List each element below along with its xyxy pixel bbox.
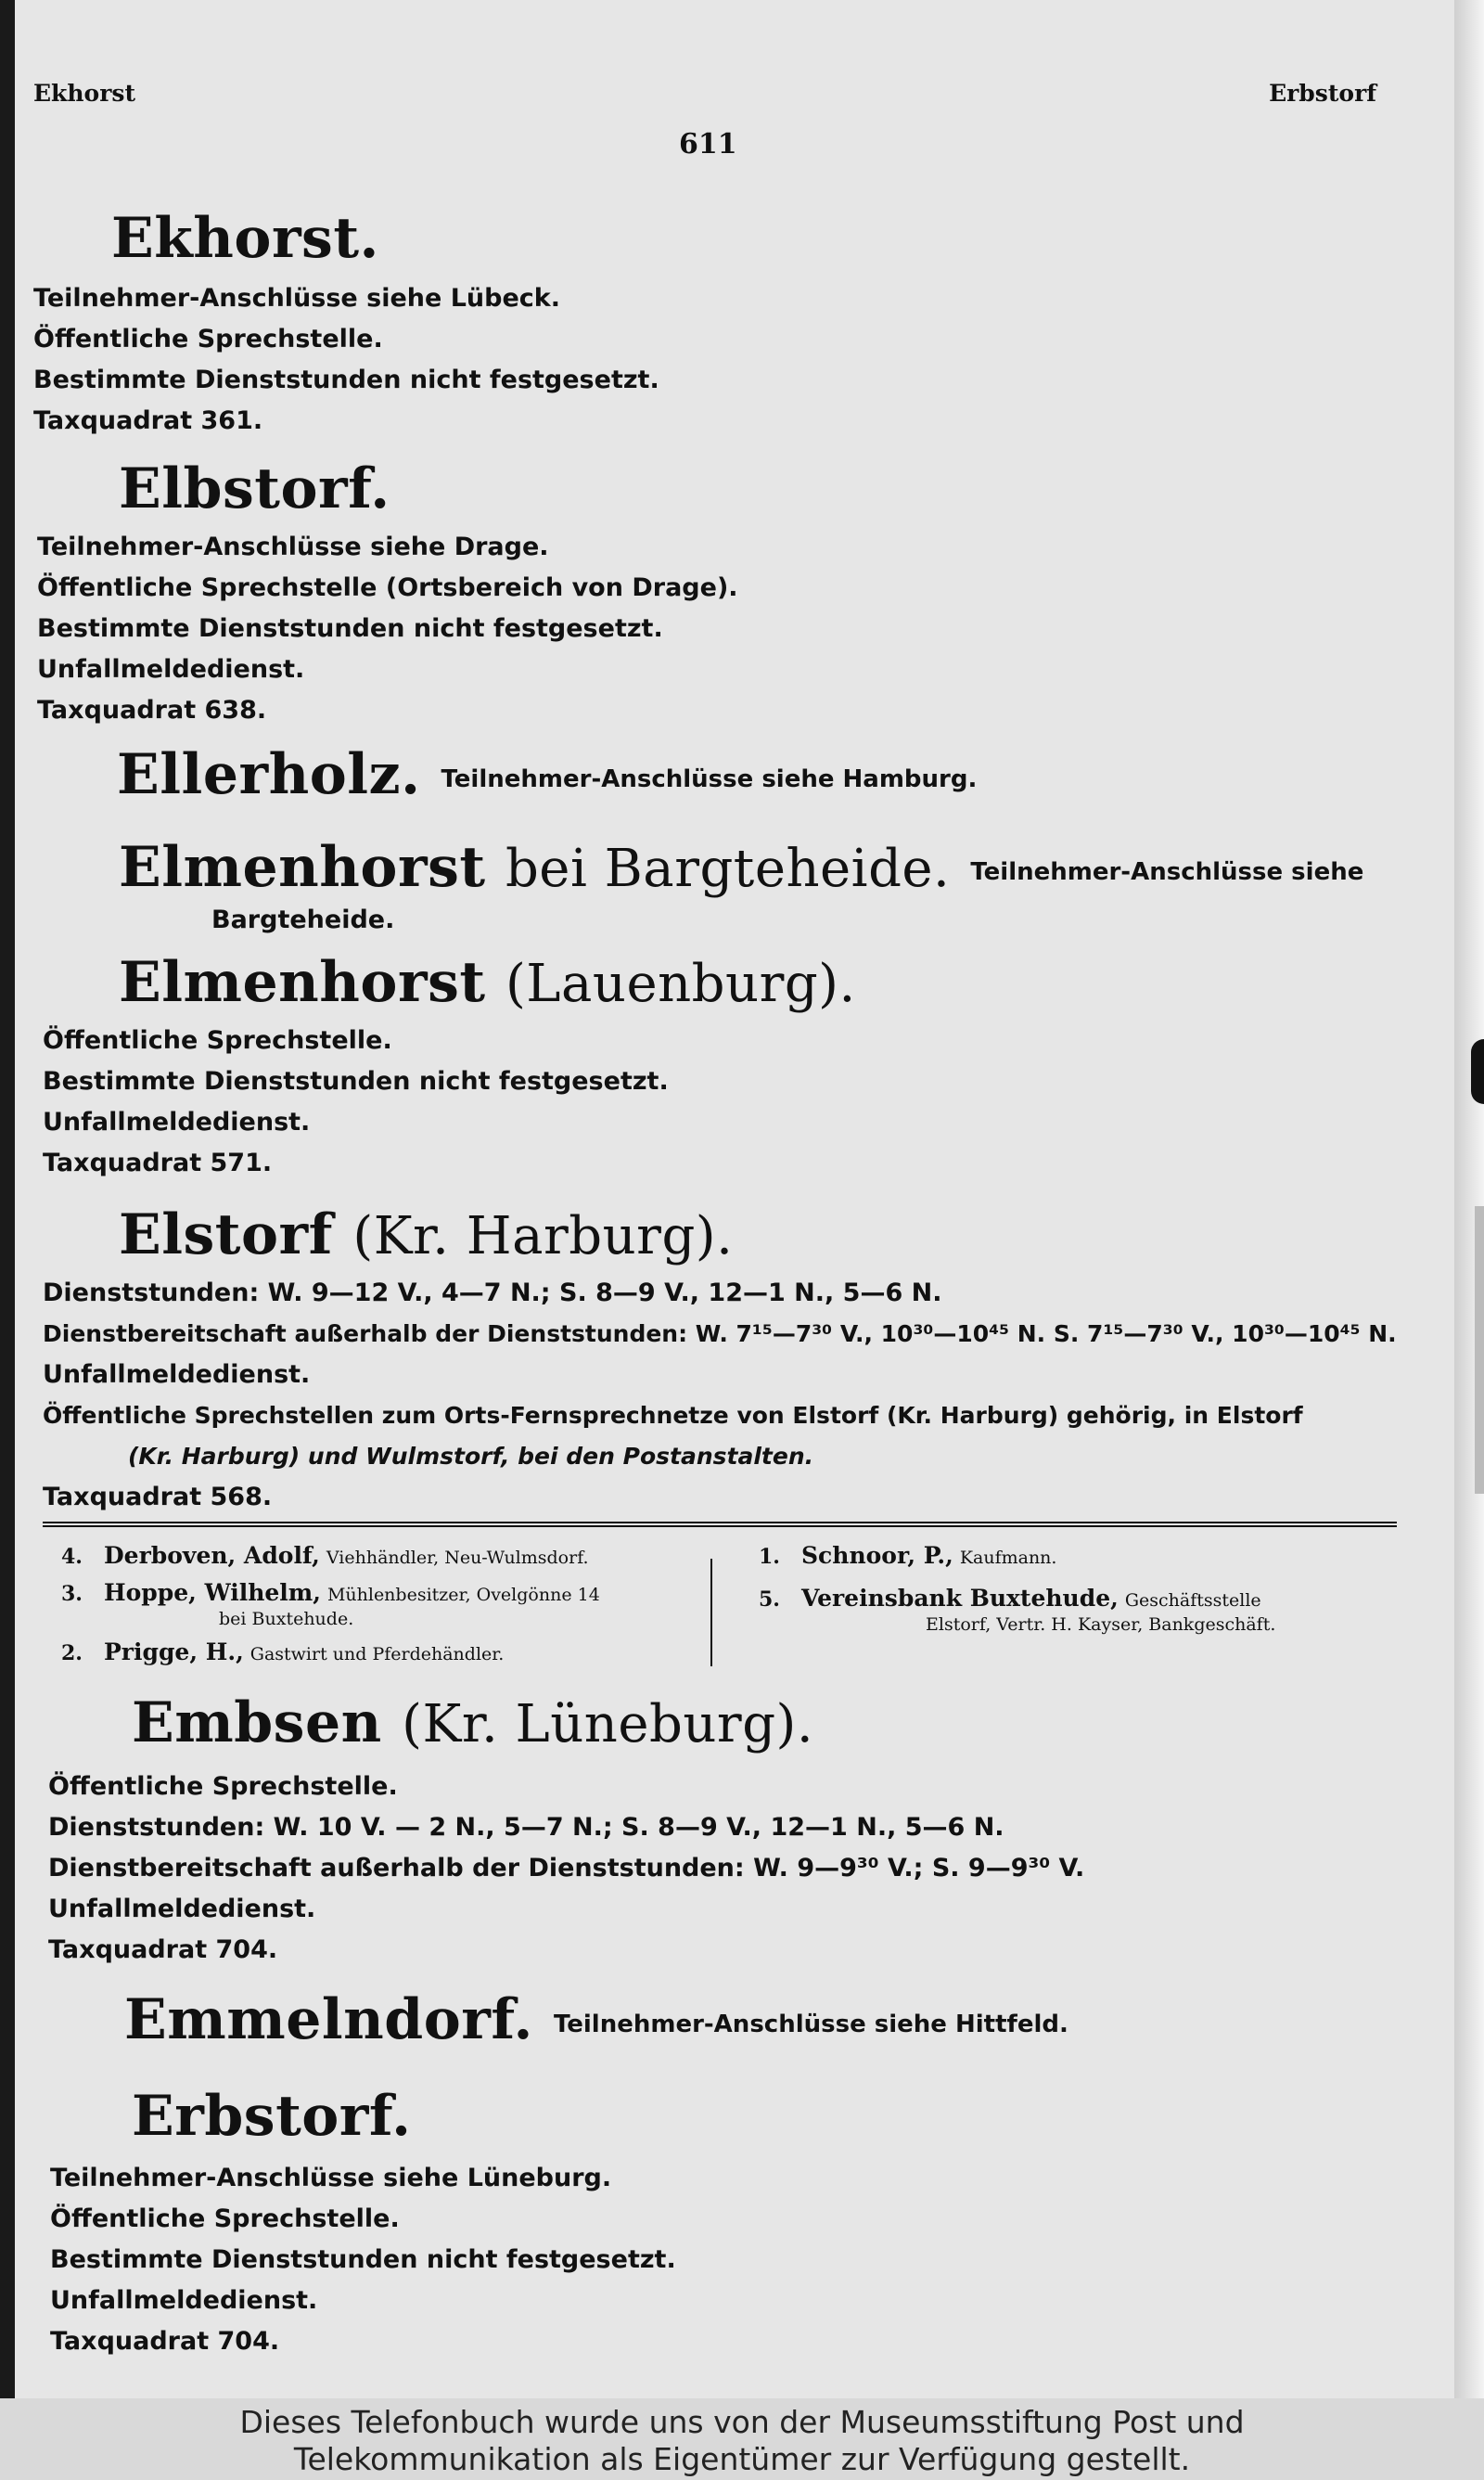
place-note: Teilnehmer-Anschlüsse siehe Hamburg.	[441, 765, 978, 793]
table-rule-top	[43, 1522, 1397, 1527]
place-name: Elstorf	[119, 1202, 333, 1267]
entry-line: Taxquadrat 571.	[43, 1149, 273, 1177]
entry-line: Teilnehmer-Anschlüsse siehe Lüneburg.	[50, 2164, 612, 2192]
entry-elbstorf	[119, 456, 1454, 521]
entry-line: Bestimmte Dienststunden nicht festgesetzt.	[43, 1067, 669, 1096]
place-name: Elmenhorst	[119, 835, 486, 900]
place-note-continued: Bargteheide.	[211, 906, 395, 934]
entry-line: (Kr. Harburg) und Wulmstorf, bei den Postanstalten.	[128, 1443, 814, 1470]
entry-line: Taxquadrat 704.	[50, 2327, 280, 2356]
entry-embsen	[132, 1690, 1454, 1755]
place-name: Emmelndorf.	[124, 1987, 533, 2052]
entry-line: Taxquadrat 361.	[33, 406, 263, 435]
entry-line: Teilnehmer-Anschlüsse siehe Lübeck.	[33, 284, 560, 313]
place-name: Ellerholz.	[117, 742, 421, 807]
subscriber-row: 5. Vereinsbank Buxtehude, Geschäftsstelle	[759, 1585, 1261, 1612]
subscriber-row-cont: Elstorf, Vertr. H. Kayser, Bankgeschäft.	[926, 1614, 1276, 1635]
entry-elmenhorst-lauenburg	[119, 950, 1454, 1015]
entry-line: Dienststunden: W. 9—12 V., 4—7 N.; S. 8—9 V., 12—1 N., 5—6 N.	[43, 1279, 942, 1307]
entry-ekhorst	[111, 206, 1454, 271]
entry-line: Unfallmeldedienst.	[43, 1360, 311, 1389]
entry-line: Bestimmte Dienststunden nicht festgesetzt.	[33, 366, 659, 394]
place-note: Teilnehmer-Anschlüsse siehe Hittfeld.	[553, 2010, 1068, 2038]
subscriber-list-right	[759, 1542, 1275, 1635]
entry-line: Öffentliche Sprechstelle.	[48, 1772, 398, 1801]
entry-elstorf-details	[43, 1273, 1454, 1518]
attribution-footer	[0, 2398, 1484, 2480]
place-suffix: (Lauenburg).	[505, 954, 856, 1014]
place-suffix: (Kr. Lüneburg).	[402, 1694, 814, 1754]
entry-line: Öffentliche Sprechstellen zum Orts-Fernsprechnetze von Elstorf (Kr. Harburg) gehörig, in Elstorf	[43, 1402, 1303, 1429]
entry-embsen-details	[48, 1767, 1454, 1971]
place-name: Elmenhorst	[119, 950, 486, 1015]
subscriber-row: 4. Derboven, Adolf, Viehhändler, Neu-Wulmsdorf.	[61, 1542, 589, 1569]
entry-erbstorf	[132, 2084, 1454, 2149]
entry-elbstorf-details	[37, 527, 1454, 731]
entry-elmenhorst-bargteheide-cont	[211, 900, 1454, 941]
running-header-left: Ekhorst	[33, 80, 136, 107]
place-name: Erbstorf.	[132, 2084, 412, 2149]
entry-line: Dienstbereitschaft außerhalb der Dienststunden: W. 7¹⁵—7³⁰ V., 10³⁰—10⁴⁵ N. S. 7¹⁵—7³⁰ V., 10³⁰—10⁴⁵ N.	[43, 1320, 1397, 1347]
column-divider	[710, 1559, 712, 1666]
page-number: 611	[679, 128, 737, 161]
entry-line: Unfallmeldedienst.	[50, 2286, 318, 2315]
place-name: Elbstorf.	[119, 456, 390, 521]
thumb-index-tab	[1471, 1039, 1484, 1104]
entry-line: Öffentliche Sprechstelle.	[43, 1026, 392, 1055]
subscriber-row: 2. Prigge, H., Gastwirt und Pferdehändler.	[61, 1638, 505, 1665]
entry-line: Öffentliche Sprechstelle.	[50, 2204, 400, 2233]
entry-line: Unfallmeldedienst.	[48, 1895, 316, 1923]
place-suffix: (Kr. Harburg).	[352, 1206, 734, 1266]
running-header-right: Erbstorf	[1269, 80, 1376, 107]
attribution-line-2: Telekommunikation als Eigentümer zur Verfügung gestellt.	[293, 2441, 1191, 2477]
entry-line: Bestimmte Dienststunden nicht festgesetzt.	[37, 614, 663, 643]
entry-line: Unfallmeldedienst.	[43, 1108, 311, 1137]
entry-elmenhorst-bargteheide	[119, 835, 1454, 900]
entry-line: Dienstbereitschaft außerhalb der Dienststunden: W. 9—9³⁰ V.; S. 9—9³⁰ V.	[48, 1854, 1085, 1882]
subscriber-list-left	[61, 1542, 600, 1668]
entry-line: Taxquadrat 638.	[37, 696, 267, 725]
entry-ellerholz	[117, 742, 1454, 807]
place-suffix: bei Bargteheide.	[505, 839, 951, 899]
page-edge	[1454, 0, 1484, 2398]
entry-line: Taxquadrat 568.	[43, 1483, 273, 1511]
place-name: Ekhorst.	[111, 206, 379, 271]
entry-line: Teilnehmer-Anschlüsse siehe Drage.	[37, 533, 549, 561]
page-edge-shadow	[1475, 1206, 1484, 1494]
subscriber-row-cont: bei Buxtehude.	[219, 1609, 354, 1629]
entry-line: Öffentliche Sprechstelle.	[33, 325, 383, 353]
entry-line: Dienststunden: W. 10 V. — 2 N., 5—7 N.; S. 8—9 V., 12—1 N., 5—6 N.	[48, 1813, 1004, 1842]
entry-line: Öffentliche Sprechstelle (Ortsbereich von Drage).	[37, 573, 738, 602]
entry-erbstorf-details	[50, 2158, 1454, 2362]
place-name: Embsen	[132, 1690, 382, 1755]
entry-line: Taxquadrat 704.	[48, 1935, 278, 1964]
entry-line: Unfallmeldedienst.	[37, 655, 305, 684]
entry-elmenhorst-lauenburg-details	[43, 1021, 1454, 1184]
entry-ekhorst-details	[33, 278, 1454, 442]
attribution-line-1: Dieses Telefonbuch wurde uns von der Museumsstiftung Post und	[239, 2404, 1245, 2440]
entry-line: Bestimmte Dienststunden nicht festgesetzt.	[50, 2245, 676, 2274]
entry-emmelndorf	[124, 1987, 1454, 2052]
subscriber-row: 1. Schnoor, P., Kaufmann.	[759, 1542, 1057, 1569]
subscriber-row: 3. Hoppe, Wilhelm, Mühlenbesitzer, Ovelgönne 14	[61, 1579, 600, 1606]
entry-elstorf	[119, 1202, 1454, 1267]
place-note: Teilnehmer-Anschlüsse siehe	[970, 857, 1364, 886]
